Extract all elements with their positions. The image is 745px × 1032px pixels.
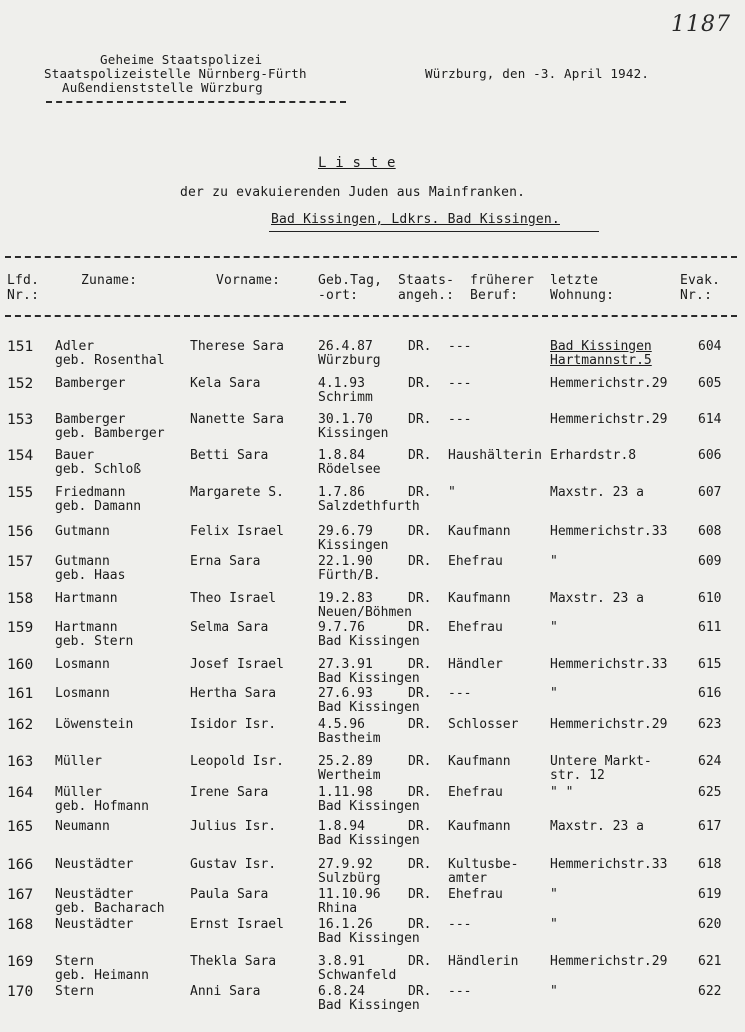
birth-date: 1.8.84 bbox=[318, 448, 365, 463]
birth-place: Bad Kissingen bbox=[318, 833, 420, 848]
birth-date: 11.10.96 bbox=[318, 887, 381, 902]
row-number: 166 bbox=[7, 857, 34, 873]
maiden-name: geb. Stern bbox=[55, 634, 134, 649]
occupation: --- bbox=[448, 376, 472, 391]
evak-number: 624 bbox=[698, 754, 722, 769]
row-number: 170 bbox=[7, 984, 34, 1000]
address: Bad Kissingen bbox=[550, 339, 652, 354]
birth-date: 29.6.79 bbox=[318, 524, 373, 539]
row-number: 151 bbox=[7, 339, 34, 355]
maiden-name: geb. Haas bbox=[55, 568, 126, 583]
address: Maxstr. 23 a bbox=[550, 591, 644, 606]
first-name: Betti Sara bbox=[190, 448, 269, 463]
agency-line-1: Geheime Staatspolizei bbox=[100, 52, 263, 67]
occupation-cont: amter bbox=[448, 871, 488, 886]
surname: Friedmann bbox=[55, 485, 126, 500]
citizenship: DR. bbox=[408, 686, 432, 701]
birth-date: 30.1.70 bbox=[318, 412, 373, 427]
birth-date: 19.2.83 bbox=[318, 591, 373, 606]
row-number: 169 bbox=[7, 954, 34, 970]
citizenship: DR. bbox=[408, 717, 432, 732]
citizenship: DR. bbox=[408, 857, 432, 872]
address: " bbox=[550, 887, 558, 902]
address: Hemmerichstr.33 bbox=[550, 524, 668, 539]
birth-date: 9.7.76 bbox=[318, 620, 365, 635]
address: " bbox=[550, 620, 558, 635]
surname: Bamberger bbox=[55, 376, 126, 391]
agency-line-2: Staatspolizeistelle Nürnberg-Fürth bbox=[44, 66, 307, 81]
address: " bbox=[550, 917, 558, 932]
col-evak-1: Evak. bbox=[680, 273, 721, 288]
col-birth-1: Geb.Tag, bbox=[318, 273, 383, 288]
evak-number: 616 bbox=[698, 686, 722, 701]
birth-place: Schrimm bbox=[318, 390, 373, 405]
table-row bbox=[0, 377, 745, 413]
table-row bbox=[0, 786, 745, 822]
row-number: 162 bbox=[7, 717, 34, 733]
address: " " bbox=[550, 785, 574, 800]
evak-number: 610 bbox=[698, 591, 722, 606]
maiden-name: geb. Bacharach bbox=[55, 901, 165, 916]
address: Untere Markt- bbox=[550, 754, 652, 769]
birth-date: 3.8.91 bbox=[318, 954, 365, 969]
document-location: Bad Kissingen, Ldkrs. Bad Kissingen. bbox=[271, 212, 560, 227]
table-row bbox=[0, 820, 745, 856]
document-title: L i s t e bbox=[318, 155, 396, 171]
occupation: Kaufmann bbox=[448, 591, 511, 606]
col-firstname: Vorname: bbox=[216, 273, 281, 288]
surname: Stern bbox=[55, 954, 95, 969]
evak-number: 617 bbox=[698, 819, 722, 834]
col-address-1: letzte bbox=[550, 273, 599, 288]
occupation: Kaufmann bbox=[448, 819, 511, 834]
birth-place: Salzdethfurth bbox=[318, 499, 420, 514]
row-number: 165 bbox=[7, 819, 34, 835]
evak-number: 607 bbox=[698, 485, 722, 500]
evak-number: 615 bbox=[698, 657, 722, 672]
row-number: 160 bbox=[7, 657, 34, 673]
birth-place: Wertheim bbox=[318, 768, 381, 783]
table-header-rule bbox=[5, 315, 737, 317]
evak-number: 605 bbox=[698, 376, 722, 391]
birth-place: Bad Kissingen bbox=[318, 700, 420, 715]
col-occupation-1: früherer bbox=[470, 273, 535, 288]
address: Hemmerichstr.33 bbox=[550, 657, 668, 672]
address: " bbox=[550, 554, 558, 569]
birth-place: Bad Kissingen bbox=[318, 671, 420, 686]
address: Hemmerichstr.29 bbox=[550, 376, 668, 391]
surname: Löwenstein bbox=[55, 717, 134, 732]
birth-date: 4.1.93 bbox=[318, 376, 365, 391]
row-number: 164 bbox=[7, 785, 34, 801]
handwritten-page-number: 1187 bbox=[671, 12, 731, 37]
occupation: " bbox=[448, 485, 456, 500]
address: Erhardstr.8 bbox=[550, 448, 637, 463]
occupation: --- bbox=[448, 412, 472, 427]
citizenship: DR. bbox=[408, 819, 432, 834]
first-name: Hertha Sara bbox=[190, 686, 277, 701]
col-lfd-2: Nr.: bbox=[7, 288, 40, 303]
first-name: Thekla Sara bbox=[190, 954, 277, 969]
citizenship: DR. bbox=[408, 887, 432, 902]
row-number: 157 bbox=[7, 554, 34, 570]
maiden-name: geb. Hofmann bbox=[55, 799, 149, 814]
birth-date: 4.5.96 bbox=[318, 717, 365, 732]
address: Maxstr. 23 a bbox=[550, 485, 644, 500]
address: Hemmerichstr.29 bbox=[550, 717, 668, 732]
occupation: Händler bbox=[448, 657, 503, 672]
header-divider bbox=[46, 101, 346, 103]
first-name: Paula Sara bbox=[190, 887, 269, 902]
first-name: Erna Sara bbox=[190, 554, 261, 569]
citizenship: DR. bbox=[408, 485, 432, 500]
maiden-name: geb. Rosenthal bbox=[55, 353, 165, 368]
document-subtitle: der zu evakuierenden Juden aus Mainfranken. bbox=[180, 185, 526, 200]
citizenship: DR. bbox=[408, 954, 432, 969]
first-name: Kela Sara bbox=[190, 376, 261, 391]
row-number: 168 bbox=[7, 917, 34, 933]
birth-date: 27.3.91 bbox=[318, 657, 373, 672]
table-row bbox=[0, 918, 745, 954]
birth-date: 1.8.94 bbox=[318, 819, 365, 834]
birth-place: Neuen/Böhmen bbox=[318, 605, 412, 620]
surname: Neustädter bbox=[55, 917, 134, 932]
evak-number: 625 bbox=[698, 785, 722, 800]
birth-date: 26.4.87 bbox=[318, 339, 373, 354]
maiden-name: geb. Schloß bbox=[55, 462, 142, 477]
address: " bbox=[550, 984, 558, 999]
birth-place: Bastheim bbox=[318, 731, 381, 746]
table-row bbox=[0, 621, 745, 657]
row-number: 156 bbox=[7, 524, 34, 540]
table-row bbox=[0, 413, 745, 449]
birth-place: Bad Kissingen bbox=[318, 931, 420, 946]
first-name: Leopold Isr. bbox=[190, 754, 284, 769]
first-name: Gustav Isr. bbox=[190, 857, 277, 872]
table-row bbox=[0, 340, 745, 376]
birth-date: 22.1.90 bbox=[318, 554, 373, 569]
surname: Müller bbox=[55, 754, 102, 769]
citizenship: DR. bbox=[408, 524, 432, 539]
birth-date: 16.1.26 bbox=[318, 917, 373, 932]
citizenship: DR. bbox=[408, 785, 432, 800]
table-row bbox=[0, 449, 745, 485]
first-name: Nanette Sara bbox=[190, 412, 284, 427]
first-name: Josef Israel bbox=[190, 657, 284, 672]
occupation: Kaufmann bbox=[448, 754, 511, 769]
surname: Stern bbox=[55, 984, 95, 999]
surname: Neumann bbox=[55, 819, 110, 834]
occupation: Kultusbe- bbox=[448, 857, 519, 872]
birth-place: Kissingen bbox=[318, 538, 389, 553]
maiden-name: geb. Heimann bbox=[55, 968, 149, 983]
evak-number: 614 bbox=[698, 412, 722, 427]
citizenship: DR. bbox=[408, 339, 432, 354]
first-name: Selma Sara bbox=[190, 620, 269, 635]
col-birth-2: -ort: bbox=[318, 288, 359, 303]
surname: Neustädter bbox=[55, 857, 134, 872]
first-name: Ernst Israel bbox=[190, 917, 284, 932]
surname: Neustädter bbox=[55, 887, 134, 902]
address: Maxstr. 23 a bbox=[550, 819, 644, 834]
birth-place: Würzburg bbox=[318, 353, 381, 368]
evak-number: 604 bbox=[698, 339, 722, 354]
maiden-name: geb. Damann bbox=[55, 499, 142, 514]
occupation: --- bbox=[448, 917, 472, 932]
birth-place: Bad Kissingen bbox=[318, 799, 420, 814]
birth-date: 25.2.89 bbox=[318, 754, 373, 769]
evak-number: 619 bbox=[698, 887, 722, 902]
address-cont: Hartmannstr.5 bbox=[550, 353, 652, 368]
surname: Hartmann bbox=[55, 620, 118, 635]
maiden-name: geb. Bamberger bbox=[55, 426, 165, 441]
birth-date: 1.7.86 bbox=[318, 485, 365, 500]
col-lfd-1: Lfd. bbox=[7, 273, 40, 288]
address-cont: str. 12 bbox=[550, 768, 605, 783]
table-row bbox=[0, 486, 745, 522]
table-row bbox=[0, 555, 745, 591]
evak-number: 621 bbox=[698, 954, 722, 969]
occupation: --- bbox=[448, 984, 472, 999]
occupation: Haushälterin bbox=[448, 448, 542, 463]
birth-date: 27.6.93 bbox=[318, 686, 373, 701]
citizenship: DR. bbox=[408, 591, 432, 606]
birth-date: 27.9.92 bbox=[318, 857, 373, 872]
birth-place: Bad Kissingen bbox=[318, 998, 420, 1013]
birth-place: Schwanfeld bbox=[318, 968, 397, 983]
occupation: --- bbox=[448, 686, 472, 701]
first-name: Margarete S. bbox=[190, 485, 284, 500]
col-surname: Zuname: bbox=[81, 273, 138, 288]
address: Hemmerichstr.33 bbox=[550, 857, 668, 872]
evak-number: 606 bbox=[698, 448, 722, 463]
birth-place: Bad Kissingen bbox=[318, 634, 420, 649]
occupation: Schlosser bbox=[448, 717, 519, 732]
first-name: Julius Isr. bbox=[190, 819, 277, 834]
place-date: Würzburg, den -3. April 1942. bbox=[425, 66, 650, 81]
evak-number: 618 bbox=[698, 857, 722, 872]
row-number: 167 bbox=[7, 887, 34, 903]
surname: Müller bbox=[55, 785, 102, 800]
occupation: Ehefrau bbox=[448, 620, 503, 635]
first-name: Felix Israel bbox=[190, 524, 284, 539]
row-number: 152 bbox=[7, 376, 34, 392]
citizenship: DR. bbox=[408, 917, 432, 932]
row-number: 163 bbox=[7, 754, 34, 770]
birth-place: Rhina bbox=[318, 901, 358, 916]
citizenship: DR. bbox=[408, 984, 432, 999]
col-citizen-1: Staats- bbox=[398, 273, 455, 288]
table-top-rule bbox=[5, 256, 737, 258]
evak-number: 609 bbox=[698, 554, 722, 569]
birth-place: Rödelsee bbox=[318, 462, 381, 477]
row-number: 153 bbox=[7, 412, 34, 428]
birth-place: Kissingen bbox=[318, 426, 389, 441]
citizenship: DR. bbox=[408, 412, 432, 427]
evak-number: 620 bbox=[698, 917, 722, 932]
col-occupation-2: Beruf: bbox=[470, 288, 519, 303]
table-row bbox=[0, 718, 745, 754]
evak-number: 608 bbox=[698, 524, 722, 539]
surname: Gutmann bbox=[55, 524, 110, 539]
surname: Bamberger bbox=[55, 412, 126, 427]
occupation: Händlerin bbox=[448, 954, 519, 969]
first-name: Theo Israel bbox=[190, 591, 277, 606]
address: " bbox=[550, 686, 558, 701]
row-number: 161 bbox=[7, 686, 34, 702]
row-number: 154 bbox=[7, 448, 34, 464]
birth-date: 1.11.98 bbox=[318, 785, 373, 800]
surname: Losmann bbox=[55, 686, 110, 701]
address: Hemmerichstr.29 bbox=[550, 954, 668, 969]
occupation: Ehefrau bbox=[448, 785, 503, 800]
evak-number: 623 bbox=[698, 717, 722, 732]
citizenship: DR. bbox=[408, 657, 432, 672]
row-number: 159 bbox=[7, 620, 34, 636]
col-address-2: Wohnung: bbox=[550, 288, 615, 303]
occupation: --- bbox=[448, 339, 472, 354]
citizenship: DR. bbox=[408, 620, 432, 635]
agency-line-3: Außendienststelle Würzburg bbox=[62, 80, 263, 95]
occupation: Kaufmann bbox=[448, 524, 511, 539]
evak-number: 611 bbox=[698, 620, 722, 635]
occupation: Ehefrau bbox=[448, 554, 503, 569]
first-name: Irene Sara bbox=[190, 785, 269, 800]
surname: Hartmann bbox=[55, 591, 118, 606]
first-name: Isidor Isr. bbox=[190, 717, 277, 732]
surname: Bauer bbox=[55, 448, 95, 463]
location-underline bbox=[269, 231, 599, 232]
citizenship: DR. bbox=[408, 554, 432, 569]
citizenship: DR. bbox=[408, 754, 432, 769]
col-evak-2: Nr.: bbox=[680, 288, 713, 303]
surname: Gutmann bbox=[55, 554, 110, 569]
row-number: 155 bbox=[7, 485, 34, 501]
citizenship: DR. bbox=[408, 448, 432, 463]
birth-date: 6.8.24 bbox=[318, 984, 365, 999]
occupation: Ehefrau bbox=[448, 887, 503, 902]
evak-number: 622 bbox=[698, 984, 722, 999]
birth-place: Sulzbürg bbox=[318, 871, 381, 886]
citizenship: DR. bbox=[408, 376, 432, 391]
col-citizen-2: angeh.: bbox=[398, 288, 455, 303]
birth-place: Fürth/B. bbox=[318, 568, 381, 583]
first-name: Anni Sara bbox=[190, 984, 261, 999]
surname: Adler bbox=[55, 339, 95, 354]
first-name: Therese Sara bbox=[190, 339, 284, 354]
row-number: 158 bbox=[7, 591, 34, 607]
table-row bbox=[0, 985, 745, 1021]
address: Hemmerichstr.29 bbox=[550, 412, 668, 427]
surname: Losmann bbox=[55, 657, 110, 672]
